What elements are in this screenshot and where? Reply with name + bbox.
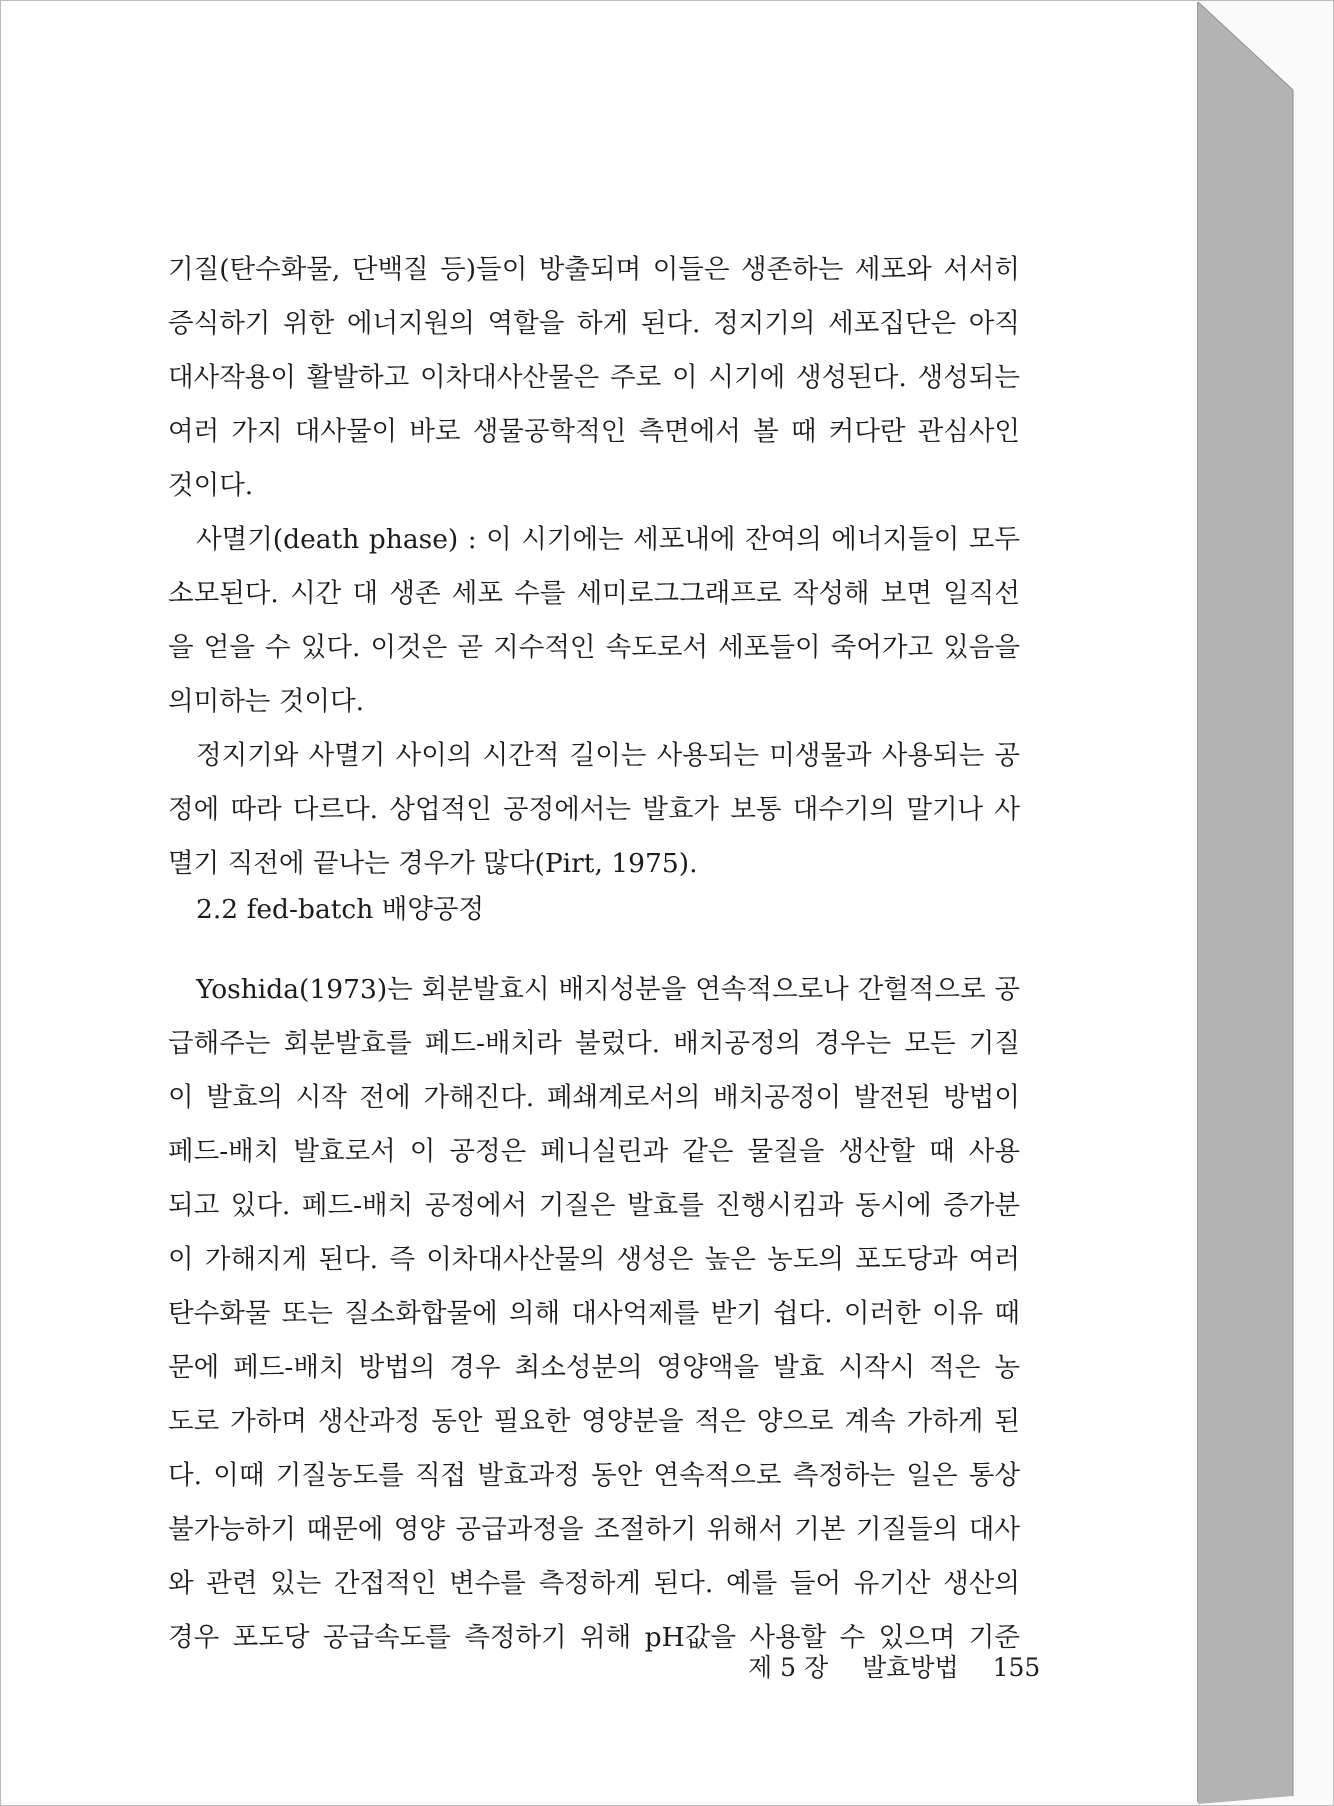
text-line: Yoshida(1973)는 회분발효시 배지성분을 연속적으로나 간헐적으로 공	[196, 974, 1020, 1005]
text-line: 되고 있다. 페드-배치 공정에서 기질은 발효를 진행시킴과 동시에 증가분	[168, 1190, 1020, 1221]
body-text-fed-batch	[168, 963, 1020, 1665]
text-line: 여러 가지 대사물이 바로 생물공학적인 측면에서 볼 때 커다란 관심사인	[168, 416, 1020, 447]
text-line: 와 관련 있는 간접적인 변수를 측정하게 된다. 예를 들어 유기산 생산의	[168, 1568, 1020, 1599]
text-line: 을 얻을 수 있다. 이것은 곧 지수적인 속도로서 세포들이 죽어가고 있음을	[168, 632, 1020, 663]
body-text-top	[168, 243, 1020, 891]
text-line: 탄수화물 또는 질소화합물에 의해 대사억제를 받기 쉽다. 이러한 이유 때	[168, 1298, 1020, 1329]
page-footer	[748, 1648, 1040, 1688]
text-line: 급해주는 회분발효를 페드-배치라 불렀다. 배치공정의 경우는 모든 기질	[168, 1028, 1020, 1059]
text-line: 정에 따라 다르다. 상업적인 공정에서는 발효가 보통 대수기의 말기나 사	[168, 794, 1020, 825]
text-line: 불가능하기 때문에 영양 공급과정을 조절하기 위해서 기본 기질들의 대사	[168, 1514, 1020, 1545]
section-heading: 2.2 fed-batch 배양공정	[196, 894, 485, 925]
text-line: 다. 이때 기질농도를 직접 발효과정 동안 연속적으로 측정하는 일은 통상	[168, 1460, 1020, 1491]
text-line: 대사작용이 활발하고 이차대사산물은 주로 이 시기에 생성된다. 생성되는	[168, 362, 1020, 393]
text-line: 멸기 직전에 끝나는 경우가 많다(Pirt, 1975).	[168, 848, 698, 879]
text-line: 의미하는 것이다.	[168, 686, 365, 717]
text-line: 도로 가하며 생산과정 동안 필요한 영양분을 적은 양으로 계속 가하게 된	[168, 1406, 1020, 1437]
page-number: 155	[992, 1653, 1041, 1682]
book-edge-face	[1198, 2, 1293, 1804]
text-line: 것이다.	[168, 470, 254, 501]
footer-chapter: 제 5 장	[748, 1653, 829, 1682]
text-line: 이 발효의 시작 전에 가해진다. 폐쇄계로서의 배치공정이 발전된 방법이	[168, 1082, 1020, 1113]
text-line: 사멸기(death phase) : 이 시기에는 세포내에 잔여의 에너지들이 모두	[196, 524, 1020, 555]
text-line: 이 가해지게 된다. 즉 이차대사산물의 생성은 높은 농도의 포도당과 여러	[168, 1244, 1020, 1275]
text-line: 정지기와 사멸기 사이의 시간적 길이는 사용되는 미생물과 사용되는 공	[196, 740, 1020, 771]
text-line: 문에 페드-배치 방법의 경우 최소성분의 영양액을 발효 시작시 적은 농	[168, 1352, 1020, 1383]
text-line: 경우 포도당 공급속도를 측정하기 위해 pH값을 사용할 수 있으며 기준	[168, 1622, 1020, 1653]
footer-chapter-title: 발효방법	[862, 1653, 959, 1682]
text-line: 기질(탄수화물, 단백질 등)들이 방출되며 이들은 생존하는 세포와 서서히	[168, 254, 1020, 285]
text-line: 소모된다. 시간 대 생존 세포 수를 세미로그그래프로 작성해 보면 일직선	[168, 578, 1020, 609]
text-line: 증식하기 위한 에너지원의 역할을 하게 된다. 정지기의 세포집단은 아직	[168, 308, 1020, 339]
text-line: 페드-배치 발효로서 이 공정은 페니실린과 같은 물질을 생산할 때 사용	[168, 1136, 1020, 1167]
